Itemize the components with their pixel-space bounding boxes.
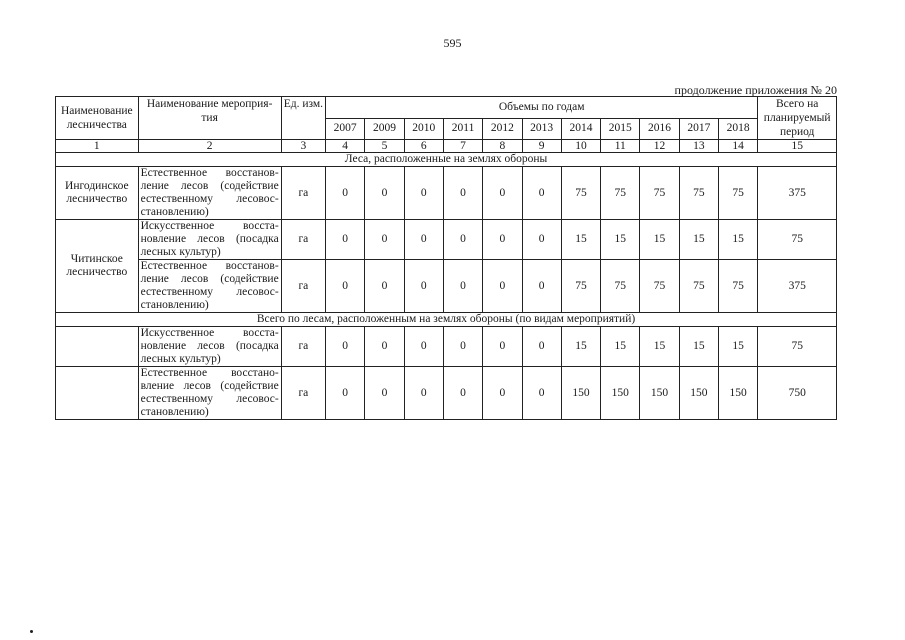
year-value: 75: [640, 260, 679, 313]
year-value: 75: [718, 167, 757, 220]
year-value: 75: [561, 167, 600, 220]
section-row: [56, 153, 837, 167]
year-value: 0: [326, 260, 365, 313]
unit: га: [281, 260, 325, 313]
year-value: 150: [679, 367, 718, 420]
year-value: 75: [601, 260, 640, 313]
year-header: 2018: [718, 118, 757, 140]
year-value: 0: [365, 220, 404, 260]
year-header: 2016: [640, 118, 679, 140]
year-value: 0: [443, 327, 482, 367]
total-value: 375: [758, 260, 837, 313]
forestry-name-empty: [56, 327, 139, 367]
forestry-name: Читинское лесничество: [56, 220, 139, 313]
header-volumes: Объемы по годам: [326, 97, 758, 119]
year-value: 0: [404, 167, 443, 220]
page-number: 595: [443, 36, 462, 50]
measure-name: Искусственное восста-новление лесов (посадка лесных культур): [138, 327, 281, 367]
volumes-table: [55, 96, 837, 420]
column-number: 7: [443, 140, 482, 153]
column-number: 5: [365, 140, 404, 153]
year-value: 15: [561, 327, 600, 367]
year-header: 2009: [365, 118, 404, 140]
year-value: 0: [326, 367, 365, 420]
year-value: 0: [326, 327, 365, 367]
year-value: 15: [640, 327, 679, 367]
year-value: 75: [679, 260, 718, 313]
year-value: 0: [443, 220, 482, 260]
column-number: 2: [138, 140, 281, 153]
measure-name: Естественное восстано-вление лесов (содействие естественному лесовос-становлению): [138, 367, 281, 420]
year-value: 75: [679, 167, 718, 220]
header-measure: Наименование мероприя-тия: [138, 97, 281, 140]
column-number: 4: [326, 140, 365, 153]
header-total: Всего на планируемый период: [758, 97, 837, 140]
year-value: 75: [601, 167, 640, 220]
table-row: [56, 367, 837, 420]
column-number: 14: [718, 140, 757, 153]
year-value: 0: [483, 260, 522, 313]
table-row: [56, 260, 837, 313]
year-value: 0: [483, 367, 522, 420]
column-number: 10: [561, 140, 600, 153]
measure-name: Естественное восстанов-ление лесов (содействие естественному лесовос-становлению): [138, 167, 281, 220]
total-value: 375: [758, 167, 837, 220]
year-value: 0: [365, 167, 404, 220]
stray-mark: [30, 630, 33, 633]
year-value: 75: [640, 167, 679, 220]
total-value: 750: [758, 367, 837, 420]
column-number: 15: [758, 140, 837, 153]
year-value: 15: [718, 327, 757, 367]
column-number: 8: [483, 140, 522, 153]
header-forestry: Наименование лесничества: [56, 97, 139, 140]
year-value: 0: [365, 260, 404, 313]
year-value: 0: [522, 260, 561, 313]
unit: га: [281, 220, 325, 260]
year-value: 0: [522, 327, 561, 367]
year-header: 2010: [404, 118, 443, 140]
year-value: 150: [561, 367, 600, 420]
year-value: 0: [326, 220, 365, 260]
year-header: 2012: [483, 118, 522, 140]
year-value: 0: [443, 367, 482, 420]
unit: га: [281, 367, 325, 420]
total-value: 75: [758, 220, 837, 260]
year-value: 75: [718, 260, 757, 313]
year-value: 0: [404, 327, 443, 367]
column-numbers-row: [56, 140, 837, 153]
forestry-name: Ингодинское лесничество: [56, 167, 139, 220]
column-number: 11: [601, 140, 640, 153]
year-value: 0: [483, 220, 522, 260]
year-value: 150: [718, 367, 757, 420]
column-number: 3: [281, 140, 325, 153]
year-value: 15: [679, 220, 718, 260]
year-header: 2013: [522, 118, 561, 140]
header-unit: Ед. изм.: [281, 97, 325, 140]
year-value: 15: [640, 220, 679, 260]
unit: га: [281, 327, 325, 367]
continuation-note: продолжение приложения № 20: [674, 83, 837, 97]
year-header: 2011: [443, 118, 482, 140]
year-value: 15: [561, 220, 600, 260]
section-row: [56, 313, 837, 327]
section1-title: Леса, расположенные на землях обороны: [56, 153, 837, 167]
column-number: 6: [404, 140, 443, 153]
total-value: 75: [758, 327, 837, 367]
forestry-name-empty: [56, 367, 139, 420]
year-value: 0: [483, 327, 522, 367]
unit: га: [281, 167, 325, 220]
year-value: 0: [404, 260, 443, 313]
year-value: 150: [601, 367, 640, 420]
year-value: 15: [601, 327, 640, 367]
year-value: 0: [483, 167, 522, 220]
section2-title: Всего по лесам, расположенным на землях обороны (по видам мероприятий): [56, 313, 837, 327]
year-header: 2015: [601, 118, 640, 140]
year-value: 0: [404, 220, 443, 260]
year-value: 0: [404, 367, 443, 420]
year-value: 0: [522, 220, 561, 260]
year-value: 0: [522, 367, 561, 420]
column-number: 13: [679, 140, 718, 153]
year-header: 2007: [326, 118, 365, 140]
table-row: [56, 327, 837, 367]
table-row: [56, 220, 837, 260]
table-row: [56, 167, 837, 220]
column-number: 12: [640, 140, 679, 153]
year-value: 0: [365, 327, 404, 367]
year-value: 0: [443, 167, 482, 220]
year-header: 2014: [561, 118, 600, 140]
year-value: 75: [561, 260, 600, 313]
year-value: 15: [718, 220, 757, 260]
year-value: 15: [601, 220, 640, 260]
year-value: 0: [365, 367, 404, 420]
column-number: 9: [522, 140, 561, 153]
measure-name: Естественное восстанов-ление лесов (содействие естественному лесовос-становлению): [138, 260, 281, 313]
measure-name: Искусственное восста-новление лесов (посадка лесных культур): [138, 220, 281, 260]
year-header: 2017: [679, 118, 718, 140]
year-value: 15: [679, 327, 718, 367]
column-number: 1: [56, 140, 139, 153]
year-value: 0: [443, 260, 482, 313]
year-value: 150: [640, 367, 679, 420]
header-row: [56, 97, 837, 119]
year-value: 0: [326, 167, 365, 220]
year-value: 0: [522, 167, 561, 220]
